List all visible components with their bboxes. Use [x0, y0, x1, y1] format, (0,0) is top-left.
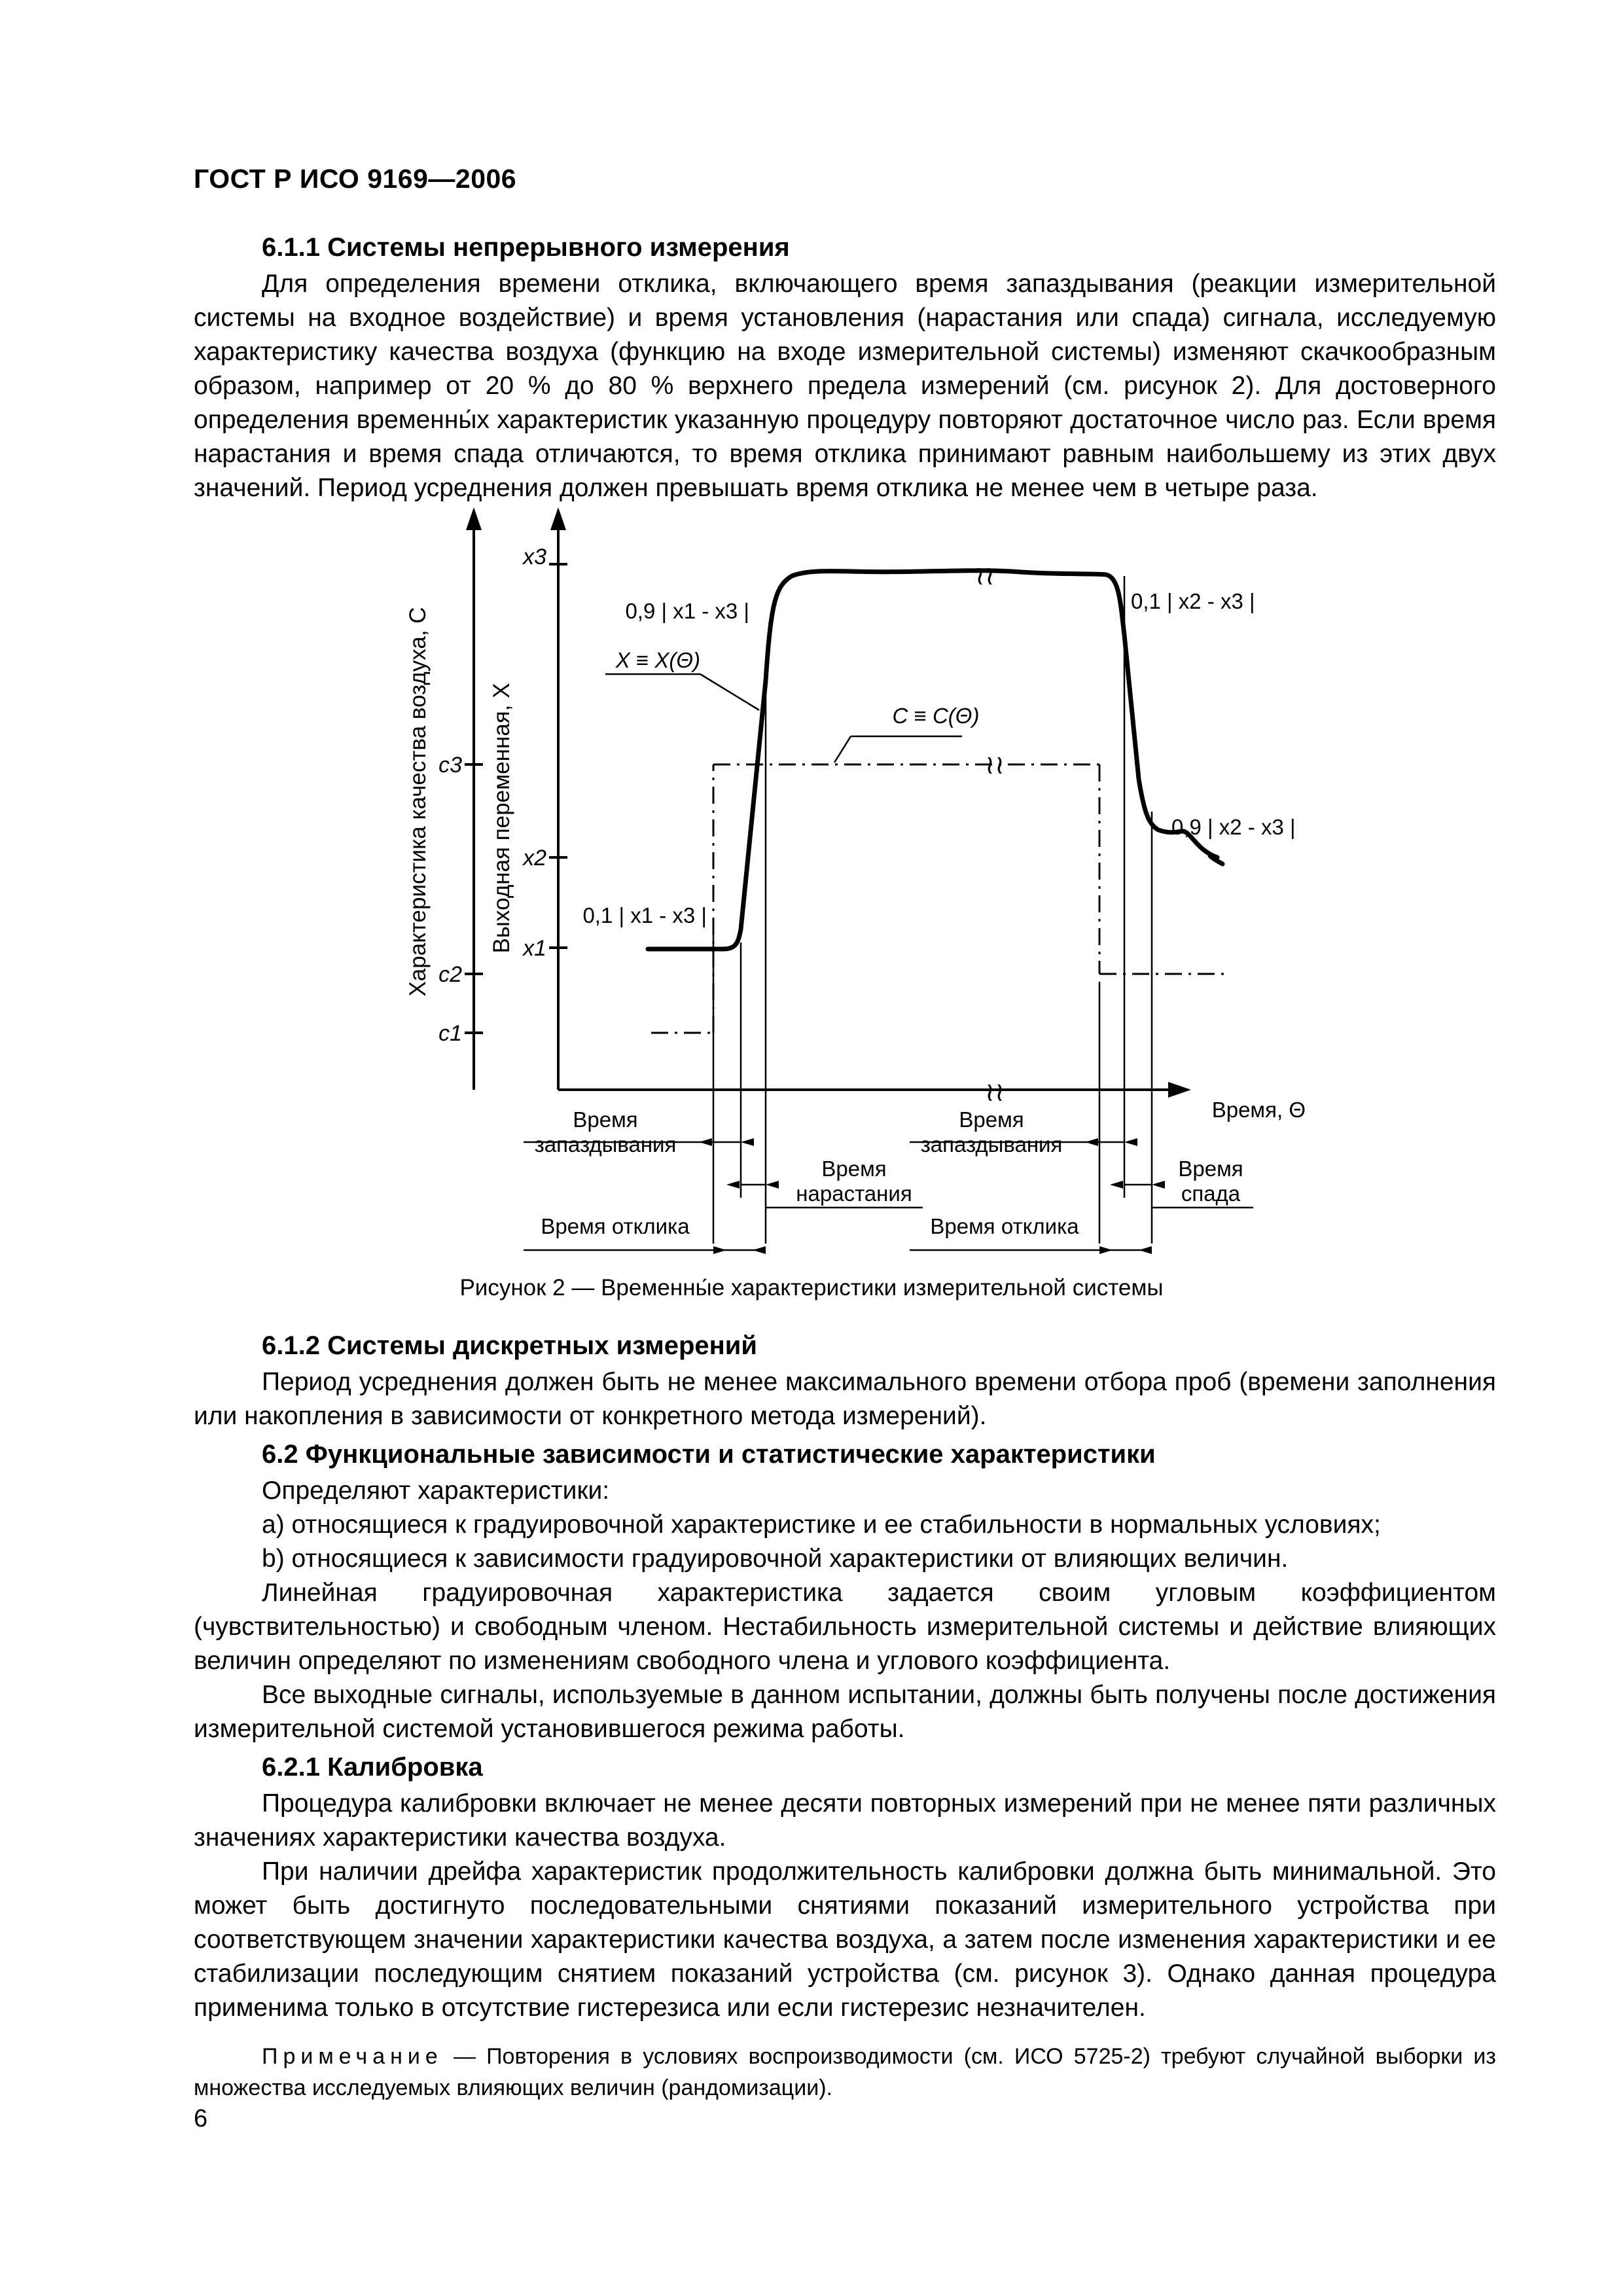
- section-heading: 6.1.1 Системы непрерывного измерения: [262, 233, 790, 262]
- c-axis-arrow-icon: [466, 507, 482, 530]
- paragraph: При наличии дрейфа характеристик продолжительность калибровки должна быть минимальной. Это может быть достигнуто последовательными снятиями показаний измерительного устройства при соответствующем значении характеристики качества воздуха, а затем после изменения характеристики и ее стабилизации последующим снятием показаний устройства (см. рисунок 3). Однако данная процедура применима только в отсутствие гистерезиса или если гистерезис незначителен.: [194, 1857, 1496, 2022]
- tick-label-x2: x2: [523, 846, 546, 870]
- list-item: b) относящиеся к зависимости градуировочной характеристики от влияющих величин.: [262, 1545, 1289, 1573]
- annotation-c-curve: C ≡ C(Θ): [892, 704, 980, 728]
- paragraph: Линейная градуировочная характеристика задается своим угловым коэффициентом (чувствительностью) и свободным членом. Нестабильность измерительной системы и действие влияющих величин определяют по изменениям свободного члена и углового коэффициента.: [194, 1579, 1496, 1675]
- tick-label-x3: x3: [523, 545, 546, 569]
- time-axis-arrow-icon: [1168, 1082, 1191, 1098]
- paragraph: Процедура калибровки включает не менее десяти повторных измерений при не менее пяти различных значениях характеристики качества воздуха.: [194, 1789, 1496, 1852]
- delay-label-1-line2: запаздывания: [534, 1132, 677, 1157]
- annotation-rise-01: 0,1 | x1 - x3 |: [582, 903, 707, 927]
- section-heading: 6.2 Функциональные зависимости и статистические характеристики: [262, 1440, 1156, 1469]
- document-header: ГОСТ Р ИСО 9169—2006: [194, 164, 517, 194]
- break-mark-icon: ≀≀: [985, 1078, 1005, 1107]
- x-axis-arrow-icon: [550, 507, 566, 530]
- rise-label-line1: Время: [821, 1157, 887, 1181]
- c-axis-label: Характеристика качества воздуха, C: [405, 607, 431, 997]
- delay-label-2-line1: Время: [959, 1107, 1024, 1132]
- fall-label-line1: Время: [1178, 1157, 1243, 1181]
- break-mark-icon: ≀≀: [975, 562, 995, 590]
- x-axis-label: Выходная переменная, X: [489, 683, 514, 954]
- c-input-curve: [651, 764, 1224, 1033]
- x-response-curve: [648, 571, 1222, 949]
- delay-label-2-line2: запаздывания: [920, 1132, 1063, 1157]
- annotation-rise-09: 0,9 | x1 - x3 |: [625, 599, 749, 623]
- tick-label-c2: c2: [438, 962, 462, 987]
- tick-label-c1: c1: [438, 1021, 462, 1046]
- figure-caption: Рисунок 2 — Временны́е характеристики измерительной системы: [459, 1275, 1164, 1300]
- page-number: 6: [194, 2105, 208, 2132]
- paragraph: Все выходные сигналы, используемые в данном испытании, должны быть получены после достижения измерительной системой установившегося режима работы.: [194, 1681, 1496, 1743]
- response-label-2: Время отклика: [930, 1214, 1079, 1238]
- annotation-fall-01: 0,1 | x2 - x3 |: [1131, 589, 1255, 613]
- tick-label-c3: c3: [438, 753, 462, 778]
- note-text: — Повторения в условиях воспроизводимости (см. ИСО 5725-2) требуют случайной выборки из множества исследуемых влияющих величин (рандомизации).: [194, 2044, 1496, 2100]
- section-6-1-2: [194, 1329, 1496, 2104]
- delay-label-1-line1: Время: [573, 1107, 638, 1132]
- axes: [465, 507, 1191, 1098]
- time-axis-label: Время, Θ: [1211, 1098, 1306, 1122]
- tick-label-x1: x1: [523, 936, 546, 961]
- break-mark-icon: ≀≀: [985, 751, 1005, 780]
- note: [194, 2041, 1496, 2104]
- section-heading: 6.2.1 Калибровка: [262, 1753, 483, 1782]
- section-heading: 6.1.2 Системы дискретных измерений: [262, 1331, 757, 1360]
- annotation-x-curve: X ≡ X(Θ): [615, 648, 700, 672]
- paragraph: Для определения времени отклика, включающего время запаздывания (реакции измерительной системы на входное воздействие) и время установления (нарастания или спада) сигнала, исследуемую характеристику качества воздуха (функцию на входе измерительной системы) изменяют скачкообразным образом, например от 20 % до 80 % верхнего предела измерений (см. рисунок 2). Для достоверного определения временны́х характеристик указанную процедуру повторяют достаточное число раз. Если время нарастания и время спада отличаются, то время отклика принимают равным наибольшему из этих двух значений. Период усреднения должен превышать время отклика не менее чем в четыре раза.: [194, 270, 1496, 502]
- note-label: Примечание: [262, 2044, 443, 2069]
- response-label-1: Время отклика: [541, 1214, 690, 1238]
- paragraph: Период усреднения должен быть не менее максимального времени отбора проб (времени заполнения или накопления в зависимости от конкретного метода измерений).: [194, 1368, 1496, 1430]
- paragraph: Определяют характеристики:: [262, 1477, 610, 1505]
- fall-label-line2: спада: [1181, 1181, 1241, 1206]
- list-item: a) относящиеся к градуировочной характеристике и ее стабильности в нормальных условиях;: [262, 1511, 1381, 1539]
- annotation-fall-09: 0,9 | x2 - x3 |: [1171, 815, 1296, 839]
- rise-label-line2: нарастания: [796, 1181, 912, 1206]
